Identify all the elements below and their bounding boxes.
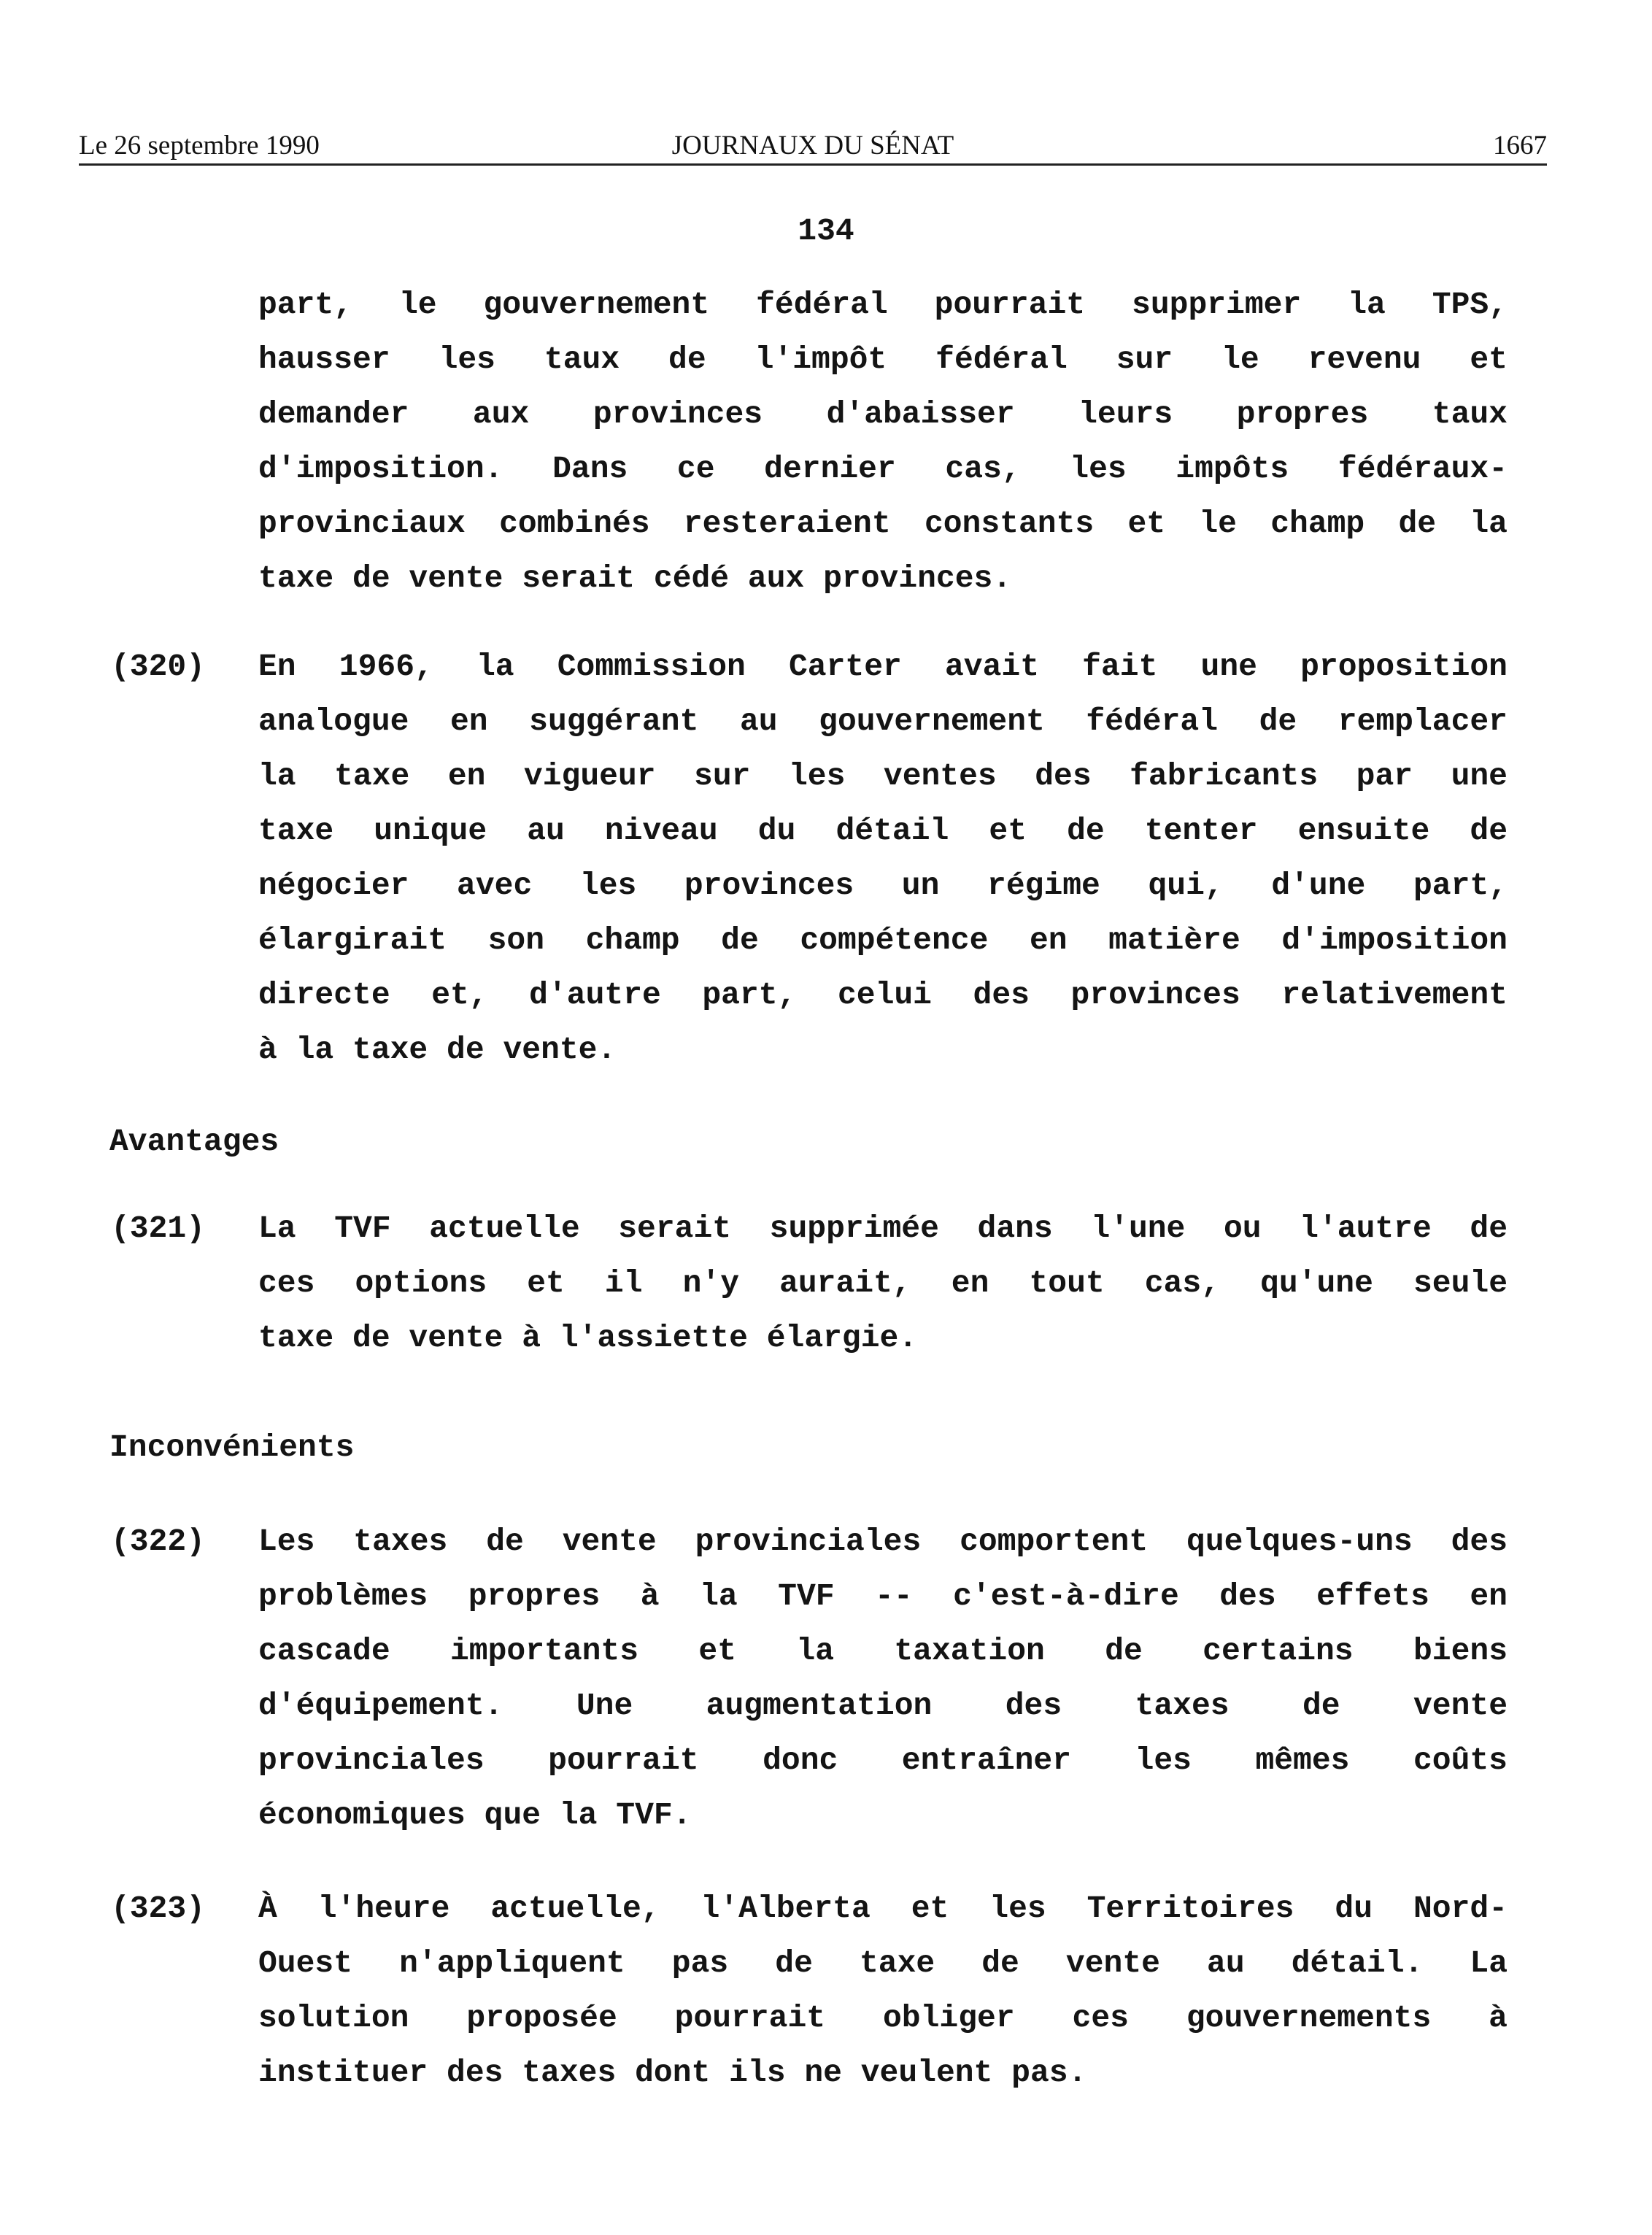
paragraph-320	[258, 639, 1508, 1077]
paragraph-number-322: (322)	[111, 1524, 206, 1559]
text-line: économiques que la TVF.	[258, 1797, 692, 1833]
header-page-number: 1667	[1493, 131, 1547, 161]
paragraph-322	[258, 1514, 1508, 1842]
running-header	[79, 126, 1547, 166]
text-line: analogue en suggérant au gouvernement fédéral de remplacer	[258, 703, 1508, 739]
text-line: demander aux provinces d'abaisser leurs propres taux	[258, 396, 1508, 432]
text-line: à la taxe de vente.	[258, 1032, 617, 1068]
paragraph-number-323: (323)	[111, 1891, 206, 1926]
text-line: provinciales pourrait donc entraîner les mêmes coûts	[258, 1742, 1508, 1778]
text-line: Les taxes de vente provinciales comportent quelques-uns des	[258, 1524, 1508, 1559]
text-line: taxe de vente à l'assiette élargie.	[258, 1320, 918, 1356]
text-line: solution proposée pourrait obliger ces gouvernements à	[258, 2000, 1508, 2036]
text-line: directe et, d'autre part, celui des provinces relativement	[258, 977, 1508, 1013]
text-line: Ouest n'appliquent pas de taxe de vente au détail. La	[258, 1945, 1508, 1981]
text-line: provinciaux combinés resteraient constants et le champ de la	[258, 506, 1508, 541]
header-journal-title: JOURNAUX DU SÉNAT	[671, 131, 954, 161]
section-heading-inconvenients: Inconvénients	[109, 1429, 355, 1465]
text-line: la taxe en vigueur sur les ventes des fabricants par une	[258, 758, 1508, 794]
text-line: instituer des taxes dont ils ne veulent pas.	[258, 2055, 1087, 2091]
text-line: En 1966, la Commission Carter avait fait une proposition	[258, 649, 1508, 684]
text-line: La TVF actuelle serait supprimée dans l'une ou l'autre de	[258, 1211, 1508, 1246]
continuation-paragraph	[258, 277, 1508, 606]
paragraph-323	[258, 1881, 1508, 2100]
text-line: À l'heure actuelle, l'Alberta et les Territoires du Nord-	[258, 1891, 1508, 1926]
paragraph-321	[258, 1201, 1508, 1365]
text-line: cascade importants et la taxation de certains biens	[258, 1633, 1508, 1669]
text-line: ces options et il n'y aurait, en tout cas, qu'une seule	[258, 1265, 1508, 1301]
text-line: problèmes propres à la TVF -- c'est-à-dire des effets en	[258, 1578, 1508, 1614]
text-line: taxe unique au niveau du détail et de tenter ensuite de	[258, 813, 1508, 849]
paragraph-number-320: (320)	[111, 649, 206, 684]
text-line: hausser les taux de l'impôt fédéral sur le revenu et	[258, 341, 1508, 377]
text-line: négocier avec les provinces un régime qui, d'une part,	[258, 868, 1508, 903]
page-number: 134	[798, 213, 854, 249]
text-line: élargirait son champ de compétence en matière d'imposition	[258, 922, 1508, 958]
text-line: taxe de vente serait cédé aux provinces.	[258, 560, 1012, 596]
section-heading-avantages: Avantages	[109, 1124, 279, 1159]
text-line: part, le gouvernement fédéral pourrait supprimer la TPS,	[258, 287, 1508, 323]
text-line: d'imposition. Dans ce dernier cas, les impôts fédéraux-	[258, 451, 1508, 487]
header-date: Le 26 septembre 1990	[79, 131, 320, 161]
paragraph-number-321: (321)	[111, 1211, 206, 1246]
text-line: d'équipement. Une augmentation des taxes de vente	[258, 1688, 1508, 1723]
